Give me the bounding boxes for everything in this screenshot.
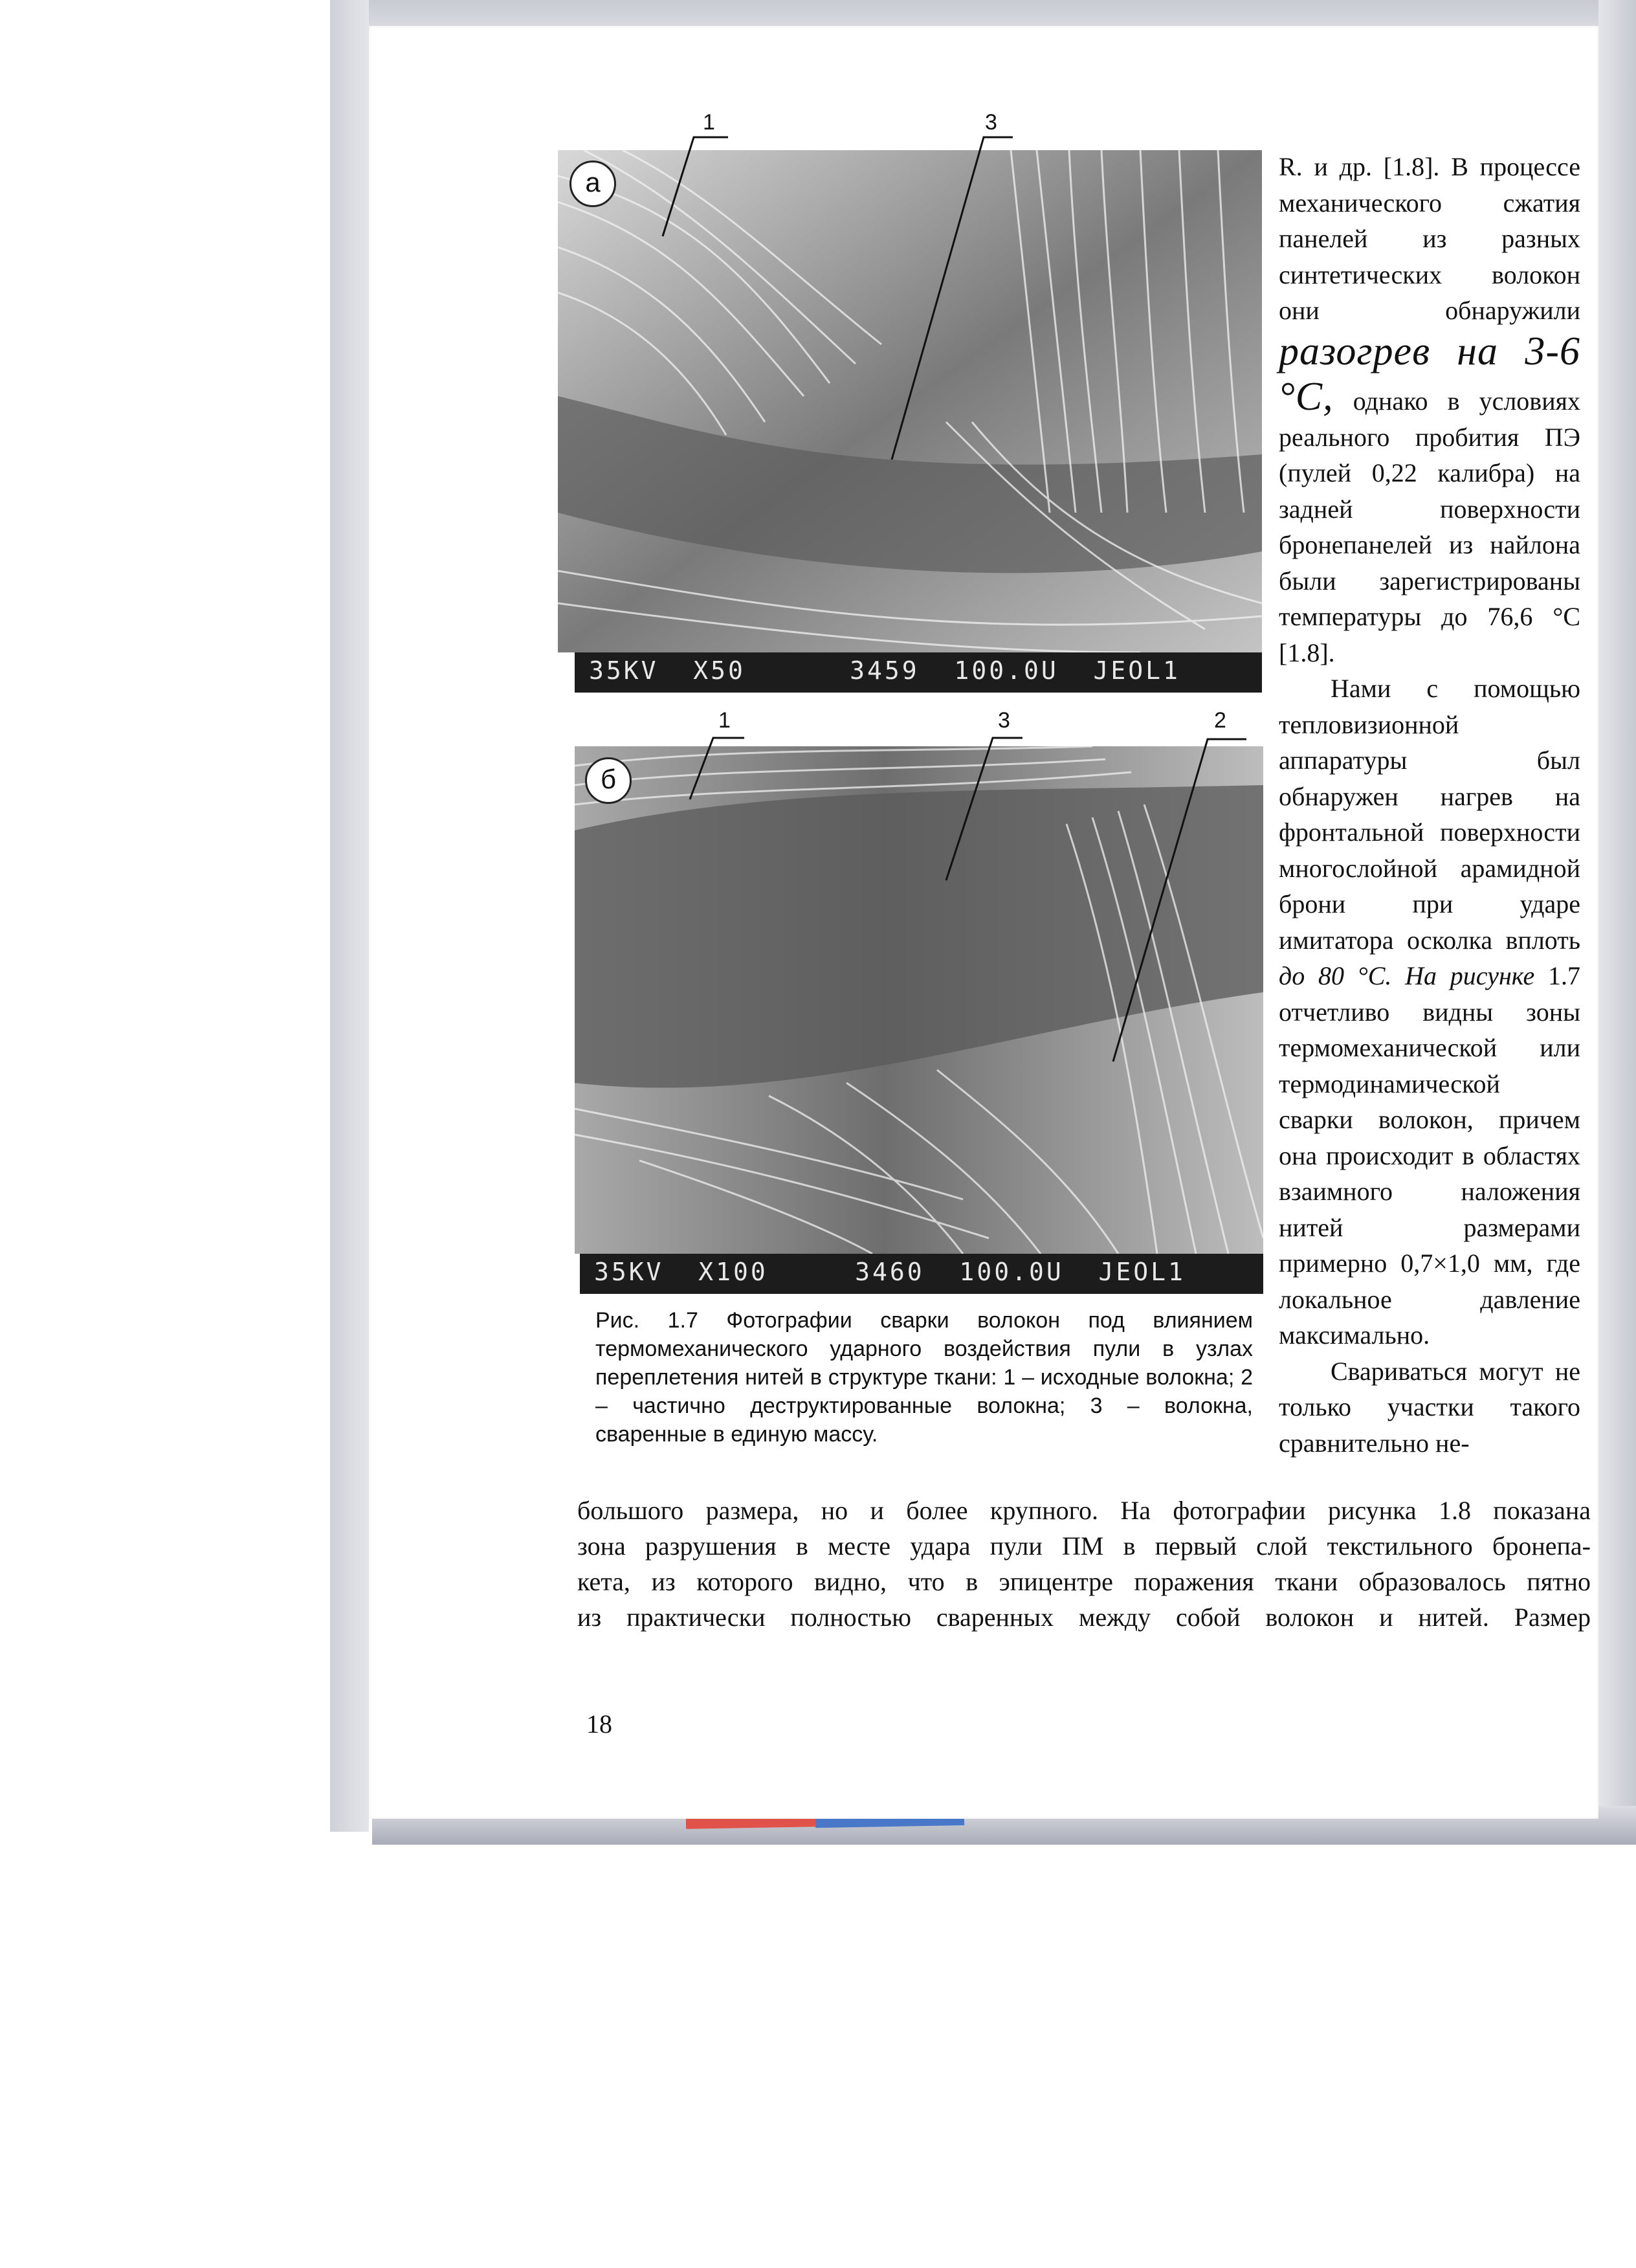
book-cover-left-edge bbox=[330, 0, 369, 1832]
page-number: 18 bbox=[586, 1709, 612, 1739]
book-cover-right-edge bbox=[1598, 0, 1636, 1845]
text-line-2: зона разрушения в месте удара пули ПМ в первый слой текстильного бронепа- bbox=[577, 1531, 1591, 1561]
paragraph-1-end: однако в условиях реального пробития ПЭ (пулей 0,22 калибра) на задней поверхности бронепанелей из найлона были зарегистрированы температуры до 76,6 °С [1.8]. bbox=[1279, 386, 1580, 667]
paragraph-3: Свариваться могут не только участки такого сравнительно не- bbox=[1279, 1356, 1580, 1458]
paragraph-1-emphasis: разогрев на 3-6 °С, bbox=[1279, 329, 1580, 419]
figure-caption: Рис. 1.7 Фотографии сварки волокон под влиянием термомеханического ударного воздействия пули в узлах переплетения нитей в структуре ткани: 1 – исходные волокна; 2 – частично деструктированные волокна; 3 – волокна, сваренные в единую массу. bbox=[595, 1308, 1253, 1447]
scale-bar-b: 35KV X100 3460 100.0U JEOL1 bbox=[580, 1254, 1263, 1294]
callout-a-1: 1 bbox=[703, 110, 715, 135]
paragraph-2 bbox=[1279, 671, 1580, 1353]
callout-a-3: 3 bbox=[985, 110, 997, 135]
panel-label-b: б bbox=[585, 757, 632, 804]
text-line-3: кета, из которого видно, что в эпицентре поражения ткани образовалось пятно bbox=[577, 1567, 1591, 1596]
right-column-text bbox=[1279, 149, 1580, 1461]
panel-label-a: а bbox=[569, 161, 616, 207]
continuation-text bbox=[577, 1493, 1591, 1635]
paragraph-2-end: 1.7 отчетливо видны зоны термомеханической или термодинамической сварки волокон, причем она происходит в областях взаимного наложения нитей размерами примерно 0,7×1,0 мм, где локальное давление максимально. bbox=[1279, 961, 1581, 1350]
scale-bar-a: 35KV X50 3459 100.0U JEOL1 bbox=[575, 652, 1262, 693]
callout-lines-b bbox=[680, 725, 1262, 1087]
paragraph-2-italic: до 80 °С. На рисунке bbox=[1279, 961, 1535, 990]
callout-lines-a bbox=[647, 129, 1035, 466]
paragraph-1-start: R. и др. [1.8]. В процессе механического сжатия панелей из разных синтетических волокон они обнаружили bbox=[1279, 152, 1580, 325]
text-line-1: большого размера, но и более крупного. На фотографии рисунка 1.8 показана bbox=[577, 1496, 1591, 1525]
callout-b-3: 3 bbox=[998, 708, 1010, 733]
paragraph-1 bbox=[1279, 149, 1580, 671]
paragraph-2-start: Нами с помощью тепловизионной аппаратуры был обнаружен нагрев на фронтальной поверхности многослойной арамидной брони при ударе имитатора осколка вплоть bbox=[1279, 674, 1580, 955]
callout-b-1: 1 bbox=[718, 708, 731, 733]
text-line-4: из практически полностью сваренных между собой волокон и нитей. Размер bbox=[577, 1603, 1591, 1632]
callout-b-2: 2 bbox=[1214, 708, 1226, 733]
